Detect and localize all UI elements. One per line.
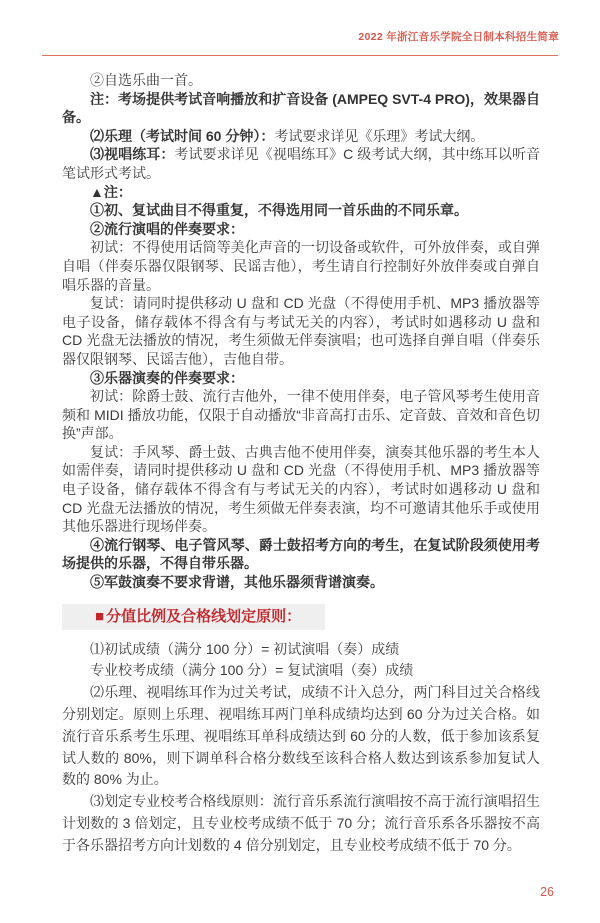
para-note-no-repeat: ①初、复试曲目不得重复，不得选用同一首乐曲的不同乐章。 <box>90 202 468 219</box>
para-provided-instruments-note: ④流行钢琴、电子管风琴、爵士鼓招考方向的考生，在复试阶段须使用考场提供的乐器，不得自带乐器。 <box>62 536 540 572</box>
para-memorization-note: ⑤军鼓演奏不要求背谱，其他乐器须背谱演奏。 <box>90 574 384 591</box>
header-divider-line <box>42 55 558 56</box>
section-heading-band <box>62 604 325 630</box>
document-body <box>62 71 540 857</box>
para-school-exam-score-formula: 专业校考成绩（满分 100 分）= 复试演唱（奏）成绩 <box>90 662 414 679</box>
page-number: 26 <box>540 885 554 899</box>
para-vocal-final-round: 复试：请同时提供移动 U 盘和 CD 光盘（不得使用手机、MP3 播放器等电子设备，储存载体不得含有与考试无关的内容），考试时如遇移动 U 盘和 CD 光盘无法播放的情况，考生须做无伴奏演唱；也可选择自弹自唱（伴奏乐器仅限钢琴、民谣吉他），吉他自带。 <box>62 295 540 367</box>
para-instrument-final-round: 复试：手风琴、爵士鼓、古典吉他不使用伴奏，演奏其他乐器的考生本人如需伴奏，请同时提供移动 U 盘和 CD 光盘（不得使用手机、MP3 播放器等电子设备，储存载体不得含有与考试无关的内容），考试时如遇移动 U 盘和 CD 光盘无法播放的情况，考生须做无伴奏表演，均不可邀请其他乐手或使用其他乐器进行现场伴奏。 <box>62 443 540 535</box>
exam-requirements-section <box>62 71 540 592</box>
para-music-theory: ⑵乐理（考试时间 60 分钟）：考试要求详见《乐理》考试大纲。 <box>90 127 485 144</box>
red-square-marker-icon: ■ <box>95 607 105 625</box>
para-notes-header: ▲注： <box>90 183 132 200</box>
para-instrument-preliminary-round: 初试：除爵士鼓、流行吉他外，一律不使用伴奏，电子管风琴考生使用音频和 MIDI 播放功能，仅限于自动播放“非音高打击乐、定音鼓、音效和音色切换”声部。 <box>62 388 540 442</box>
section-heading-text: 分值比例及合格线划定原则： <box>106 607 302 625</box>
page-header-title: 2022 年浙江音乐学院全日制本科招生简章 <box>358 31 559 43</box>
section-heading <box>62 600 540 630</box>
para-self-selected-piece: ②自选乐曲一首。 <box>90 72 202 88</box>
para-qualification-line-rule: ⑶划定专业校考合格线原则：流行音乐系流行演唱按不高于流行演唱招生计划数的 3 倍划定，且专业校考成绩不低于 70 分；流行音乐系各乐器按不高于各乐器招考方向计划数的 4 倍分别划定，且专业校考成绩不低于 70 分。 <box>62 793 540 853</box>
score-ratio-section <box>62 639 540 857</box>
para-equipment-note: 注：考场提供考试音响播放和扩音设备 (AMPEQ SVT-4 PRO)，效果器自备。 <box>62 90 540 126</box>
para-sight-singing-ear-training: ⑶视唱练耳：考试要求详见《视唱练耳》C 级考试大纲，其中练耳以听音笔试形式考试。 <box>62 146 541 181</box>
para-instrument-accompaniment-header: ③乐器演奏的伴奏要求： <box>90 369 244 386</box>
para-pass-line-rule: ⑵乐理、视唱练耳作为过关考试，成绩不计入总分，两门科目过关合格线分别划定。原则上乐理、视唱练耳两门单科成绩均达到 60 分为过关合格。如流行音乐系考生乐理、视唱练耳单科成绩达到 60 分的人数，低于参加该系复试人数的 80%，则下调单科合格分数线至该科合格人数达到该系参加复试人数的 80% 为止。 <box>62 684 540 788</box>
para-vocal-preliminary-round: 初试：不得使用话筒等美化声音的一切设备或软件，可外放伴奏，或自弹自唱（伴奏乐器仅限钢琴、民谣吉他），考生请自行控制好外放伴奏或自弹自唱乐器的音量。 <box>62 239 540 293</box>
para-pop-vocal-accompaniment-header: ②流行演唱的伴奏要求： <box>90 220 244 237</box>
para-preliminary-score-formula: ⑴初试成绩（满分 100 分）= 初试演唱（奏）成绩 <box>90 640 400 657</box>
